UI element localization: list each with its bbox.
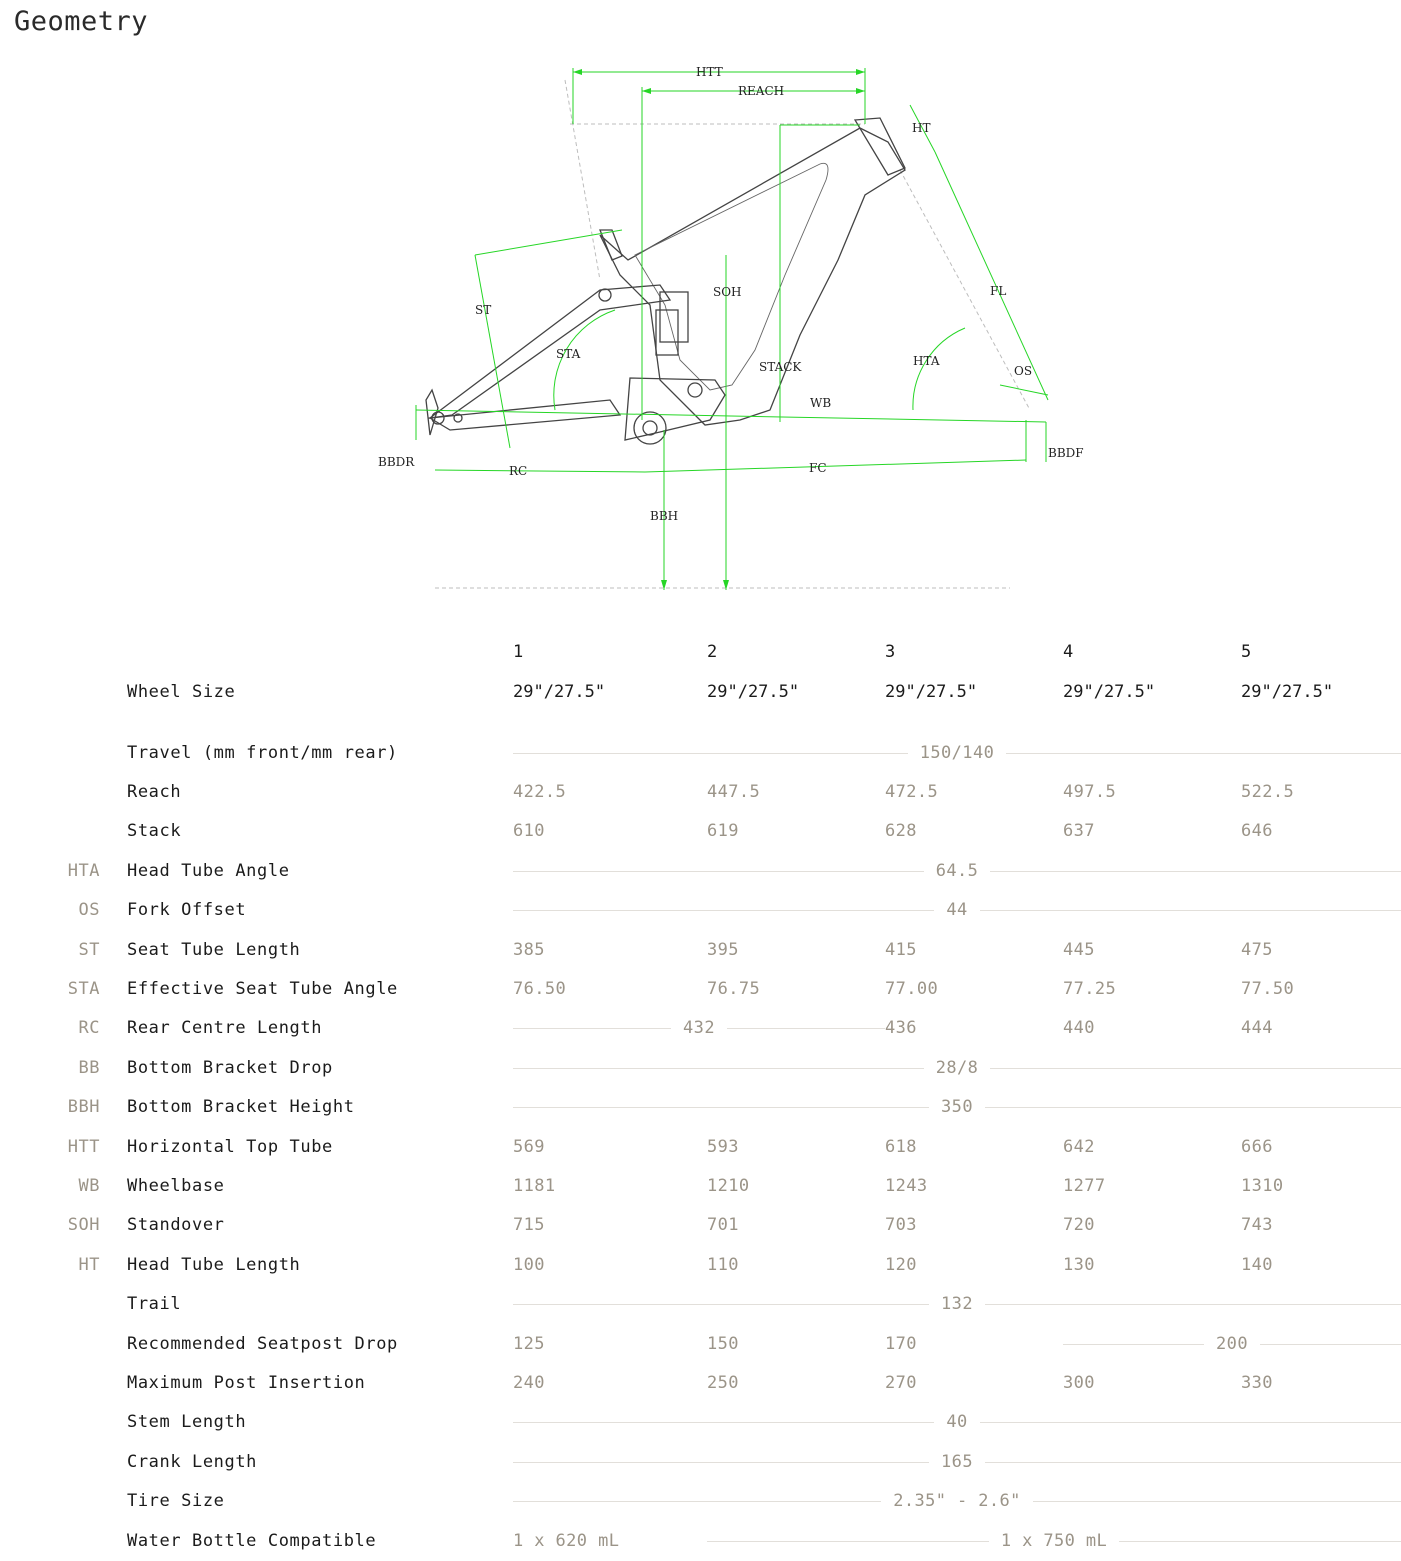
row-label: Head Tube Length: [127, 1254, 301, 1275]
row-abbreviation: [0, 1284, 100, 1323]
size-value: 300: [1063, 1372, 1095, 1393]
page-title: Geometry: [14, 6, 149, 37]
size-value: 436: [885, 1018, 917, 1039]
size-value: 110: [707, 1254, 739, 1275]
label-wb: WB: [810, 396, 832, 410]
size-value: 330: [1241, 1372, 1273, 1393]
size-value: 497.5: [1063, 782, 1117, 803]
size-value: 1277: [1063, 1175, 1106, 1196]
row-abbreviation: [0, 1481, 100, 1520]
row-label: Bottom Bracket Height: [127, 1097, 355, 1118]
spanned-value: [513, 851, 1401, 890]
row-abbreviation: HTT: [67, 1136, 100, 1157]
size-value: 125: [513, 1333, 545, 1354]
spec-row: [0, 812, 1401, 851]
row-abbreviation: SOH: [67, 1215, 100, 1236]
bike-frame: [426, 118, 905, 444]
size-value: 415: [885, 939, 917, 960]
spanned-value: [513, 1442, 1401, 1481]
spec-row: [0, 930, 1401, 969]
size-value: 472.5: [885, 782, 939, 803]
size-value: 170: [885, 1333, 917, 1354]
spanned-value: [1063, 1324, 1401, 1363]
row-label: Seat Tube Length: [127, 939, 301, 960]
size-value: 120: [885, 1254, 917, 1275]
row-abbreviation: HTA: [67, 860, 100, 881]
row-label: Water Bottle Compatible: [127, 1530, 377, 1551]
row-label: Standover: [127, 1215, 225, 1236]
size-value: 720: [1063, 1215, 1095, 1236]
wheel-size-row: [0, 672, 1401, 712]
label-sta: STA: [556, 347, 581, 361]
size-value: 130: [1063, 1254, 1095, 1275]
row-label: Bottom Bracket Drop: [127, 1057, 333, 1078]
spanned-value: [513, 1481, 1401, 1520]
spec-row: [0, 1127, 1401, 1166]
spec-row: [0, 1048, 1401, 1087]
size-header: 2: [707, 642, 718, 662]
row-label: Effective Seat Tube Angle: [127, 979, 398, 1000]
row-abbreviation: OS: [78, 900, 100, 921]
size-value: 637: [1063, 821, 1095, 842]
size-value: 444: [1241, 1018, 1273, 1039]
size-value: 440: [1063, 1018, 1095, 1039]
spanned-value: [513, 1009, 885, 1048]
size-header: 1: [513, 642, 524, 662]
spanned-value: [513, 1048, 1401, 1087]
size-value: 703: [885, 1215, 917, 1236]
row-label: Trail: [127, 1294, 182, 1315]
row-abbreviation: [0, 733, 100, 772]
spanned-value-text: 200: [1204, 1334, 1260, 1354]
row-abbreviation: [0, 1363, 100, 1402]
size-value: 646: [1241, 821, 1273, 842]
size-value: 100: [513, 1254, 545, 1275]
size-value: 569: [513, 1136, 545, 1157]
geometry-table: [0, 632, 1401, 1560]
spec-row: [0, 1481, 1401, 1520]
wheel-size-value: 29"/27.5": [707, 682, 800, 702]
size-value: 240: [513, 1372, 545, 1393]
size-header: 4: [1063, 642, 1074, 662]
size-value: 619: [707, 821, 739, 842]
spanned-value-text: 432: [671, 1018, 727, 1038]
row-label: Stack: [127, 821, 182, 842]
wheel-size-value: 29"/27.5": [885, 682, 978, 702]
row-abbreviation: [0, 1521, 100, 1560]
dimension-lines: [416, 68, 1048, 590]
label-bbh: BBH: [650, 509, 679, 523]
spec-row: [0, 1521, 1401, 1560]
label-stack: STACK: [759, 360, 802, 374]
size-value: 445: [1063, 939, 1095, 960]
spanned-value-text: 165: [929, 1452, 985, 1472]
spanned-value-text: 132: [929, 1294, 985, 1314]
spec-row: [0, 1403, 1401, 1442]
spanned-value: [513, 1403, 1401, 1442]
label-st: ST: [475, 303, 492, 317]
spec-row: [0, 1363, 1401, 1402]
spanned-value-text: 150/140: [908, 743, 1006, 763]
label-reach: REACH: [738, 84, 785, 98]
row-label: Wheel Size: [127, 682, 236, 702]
spanned-value: [513, 733, 1401, 772]
size-value: 395: [707, 939, 739, 960]
row-abbreviation: [0, 1324, 100, 1363]
size-header: 3: [885, 642, 896, 662]
row-label: Reach: [127, 782, 182, 803]
size-value: 743: [1241, 1215, 1273, 1236]
size-value: 475: [1241, 939, 1273, 960]
size-value: 140: [1241, 1254, 1273, 1275]
size-value: 1 x 620 mL: [513, 1530, 620, 1551]
row-label: Head Tube Angle: [127, 860, 290, 881]
size-value: 270: [885, 1372, 917, 1393]
spanned-value-text: 350: [929, 1097, 985, 1117]
wheel-size-value: 29"/27.5": [1063, 682, 1156, 702]
spanned-value-text: 40: [934, 1412, 979, 1432]
size-value: 618: [885, 1136, 917, 1157]
spec-row: [0, 1166, 1401, 1205]
size-value: 385: [513, 939, 545, 960]
geometry-diagram: [360, 60, 1100, 600]
spec-row: [0, 1009, 1401, 1048]
spec-row: [0, 851, 1401, 890]
size-value: 1181: [513, 1175, 556, 1196]
spanned-value-text: 64.5: [924, 861, 991, 881]
label-fc: FC: [809, 461, 827, 475]
spec-row: [0, 1284, 1401, 1323]
label-fl: FL: [990, 284, 1007, 298]
label-soh: SOH: [713, 285, 742, 299]
label-ht: HT: [912, 121, 931, 135]
row-label: Rear Centre Length: [127, 1018, 323, 1039]
spec-row: [0, 772, 1401, 811]
size-value: 422.5: [513, 782, 567, 803]
size-value: 250: [707, 1372, 739, 1393]
row-abbreviation: BBH: [67, 1097, 100, 1118]
size-value: 77.25: [1063, 979, 1117, 1000]
spec-row: [0, 1442, 1401, 1481]
row-abbreviation: [0, 772, 100, 811]
size-value: 150: [707, 1333, 739, 1354]
size-value: 1310: [1241, 1175, 1284, 1196]
size-value: 1210: [707, 1175, 750, 1196]
row-abbreviation: WB: [78, 1175, 100, 1196]
spec-row: [0, 1206, 1401, 1245]
wheel-size-value: 29"/27.5": [1241, 682, 1334, 702]
label-rc: RC: [509, 464, 528, 478]
spec-row: [0, 891, 1401, 930]
size-header: 5: [1241, 642, 1252, 662]
spec-row: [0, 969, 1401, 1008]
row-abbreviation: RC: [78, 1018, 100, 1039]
size-value: 715: [513, 1215, 545, 1236]
label-bbdr: BBDR: [378, 455, 415, 469]
label-htt: HTT: [696, 65, 723, 79]
row-abbreviation: STA: [67, 979, 100, 1000]
row-abbreviation: HT: [78, 1254, 100, 1275]
size-value: 522.5: [1241, 782, 1295, 803]
row-label: Stem Length: [127, 1412, 247, 1433]
size-value: 1243: [885, 1175, 928, 1196]
row-abbreviation: BB: [78, 1057, 100, 1078]
row-label: Tire Size: [127, 1491, 225, 1512]
size-value: 447.5: [707, 782, 761, 803]
spanned-value-text: 44: [934, 900, 979, 920]
row-label: Maximum Post Insertion: [127, 1372, 366, 1393]
spanned-value-text: 2.35" - 2.6": [881, 1491, 1033, 1511]
spanned-value: [513, 891, 1401, 930]
size-value: 701: [707, 1215, 739, 1236]
row-label: Horizontal Top Tube: [127, 1136, 333, 1157]
row-label: Recommended Seatpost Drop: [127, 1333, 398, 1354]
size-value: 593: [707, 1136, 739, 1157]
size-header-row: [0, 632, 1401, 672]
wheel-size-value: 29"/27.5": [513, 682, 606, 702]
spanned-value: [513, 1284, 1401, 1323]
size-value: 642: [1063, 1136, 1095, 1157]
spec-row: [0, 733, 1401, 772]
spec-row: [0, 1088, 1401, 1127]
label-bbdf: BBDF: [1048, 446, 1084, 460]
row-label: Fork Offset: [127, 900, 247, 921]
row-label: Crank Length: [127, 1451, 258, 1472]
size-value: 610: [513, 821, 545, 842]
row-abbreviation: [0, 1403, 100, 1442]
spec-row: [0, 1324, 1401, 1363]
size-value: 77.00: [885, 979, 939, 1000]
size-value: 76.50: [513, 979, 567, 1000]
size-value: 76.75: [707, 979, 761, 1000]
size-value: 77.50: [1241, 979, 1295, 1000]
spec-row: [0, 1245, 1401, 1284]
label-os: OS: [1014, 364, 1033, 378]
size-value: 666: [1241, 1136, 1273, 1157]
label-hta: HTA: [913, 354, 940, 368]
row-abbreviation: [0, 812, 100, 851]
row-label: Wheelbase: [127, 1175, 225, 1196]
spanned-value: [707, 1521, 1401, 1560]
row-abbreviation: [0, 1442, 100, 1481]
row-label: Travel (mm front/mm rear): [127, 742, 398, 763]
spanned-value: [513, 1088, 1401, 1127]
size-value: 628: [885, 821, 917, 842]
spanned-value-text: 28/8: [924, 1058, 991, 1078]
row-abbreviation: ST: [78, 939, 100, 960]
spanned-value-text: 1 x 750 mL: [989, 1531, 1119, 1551]
